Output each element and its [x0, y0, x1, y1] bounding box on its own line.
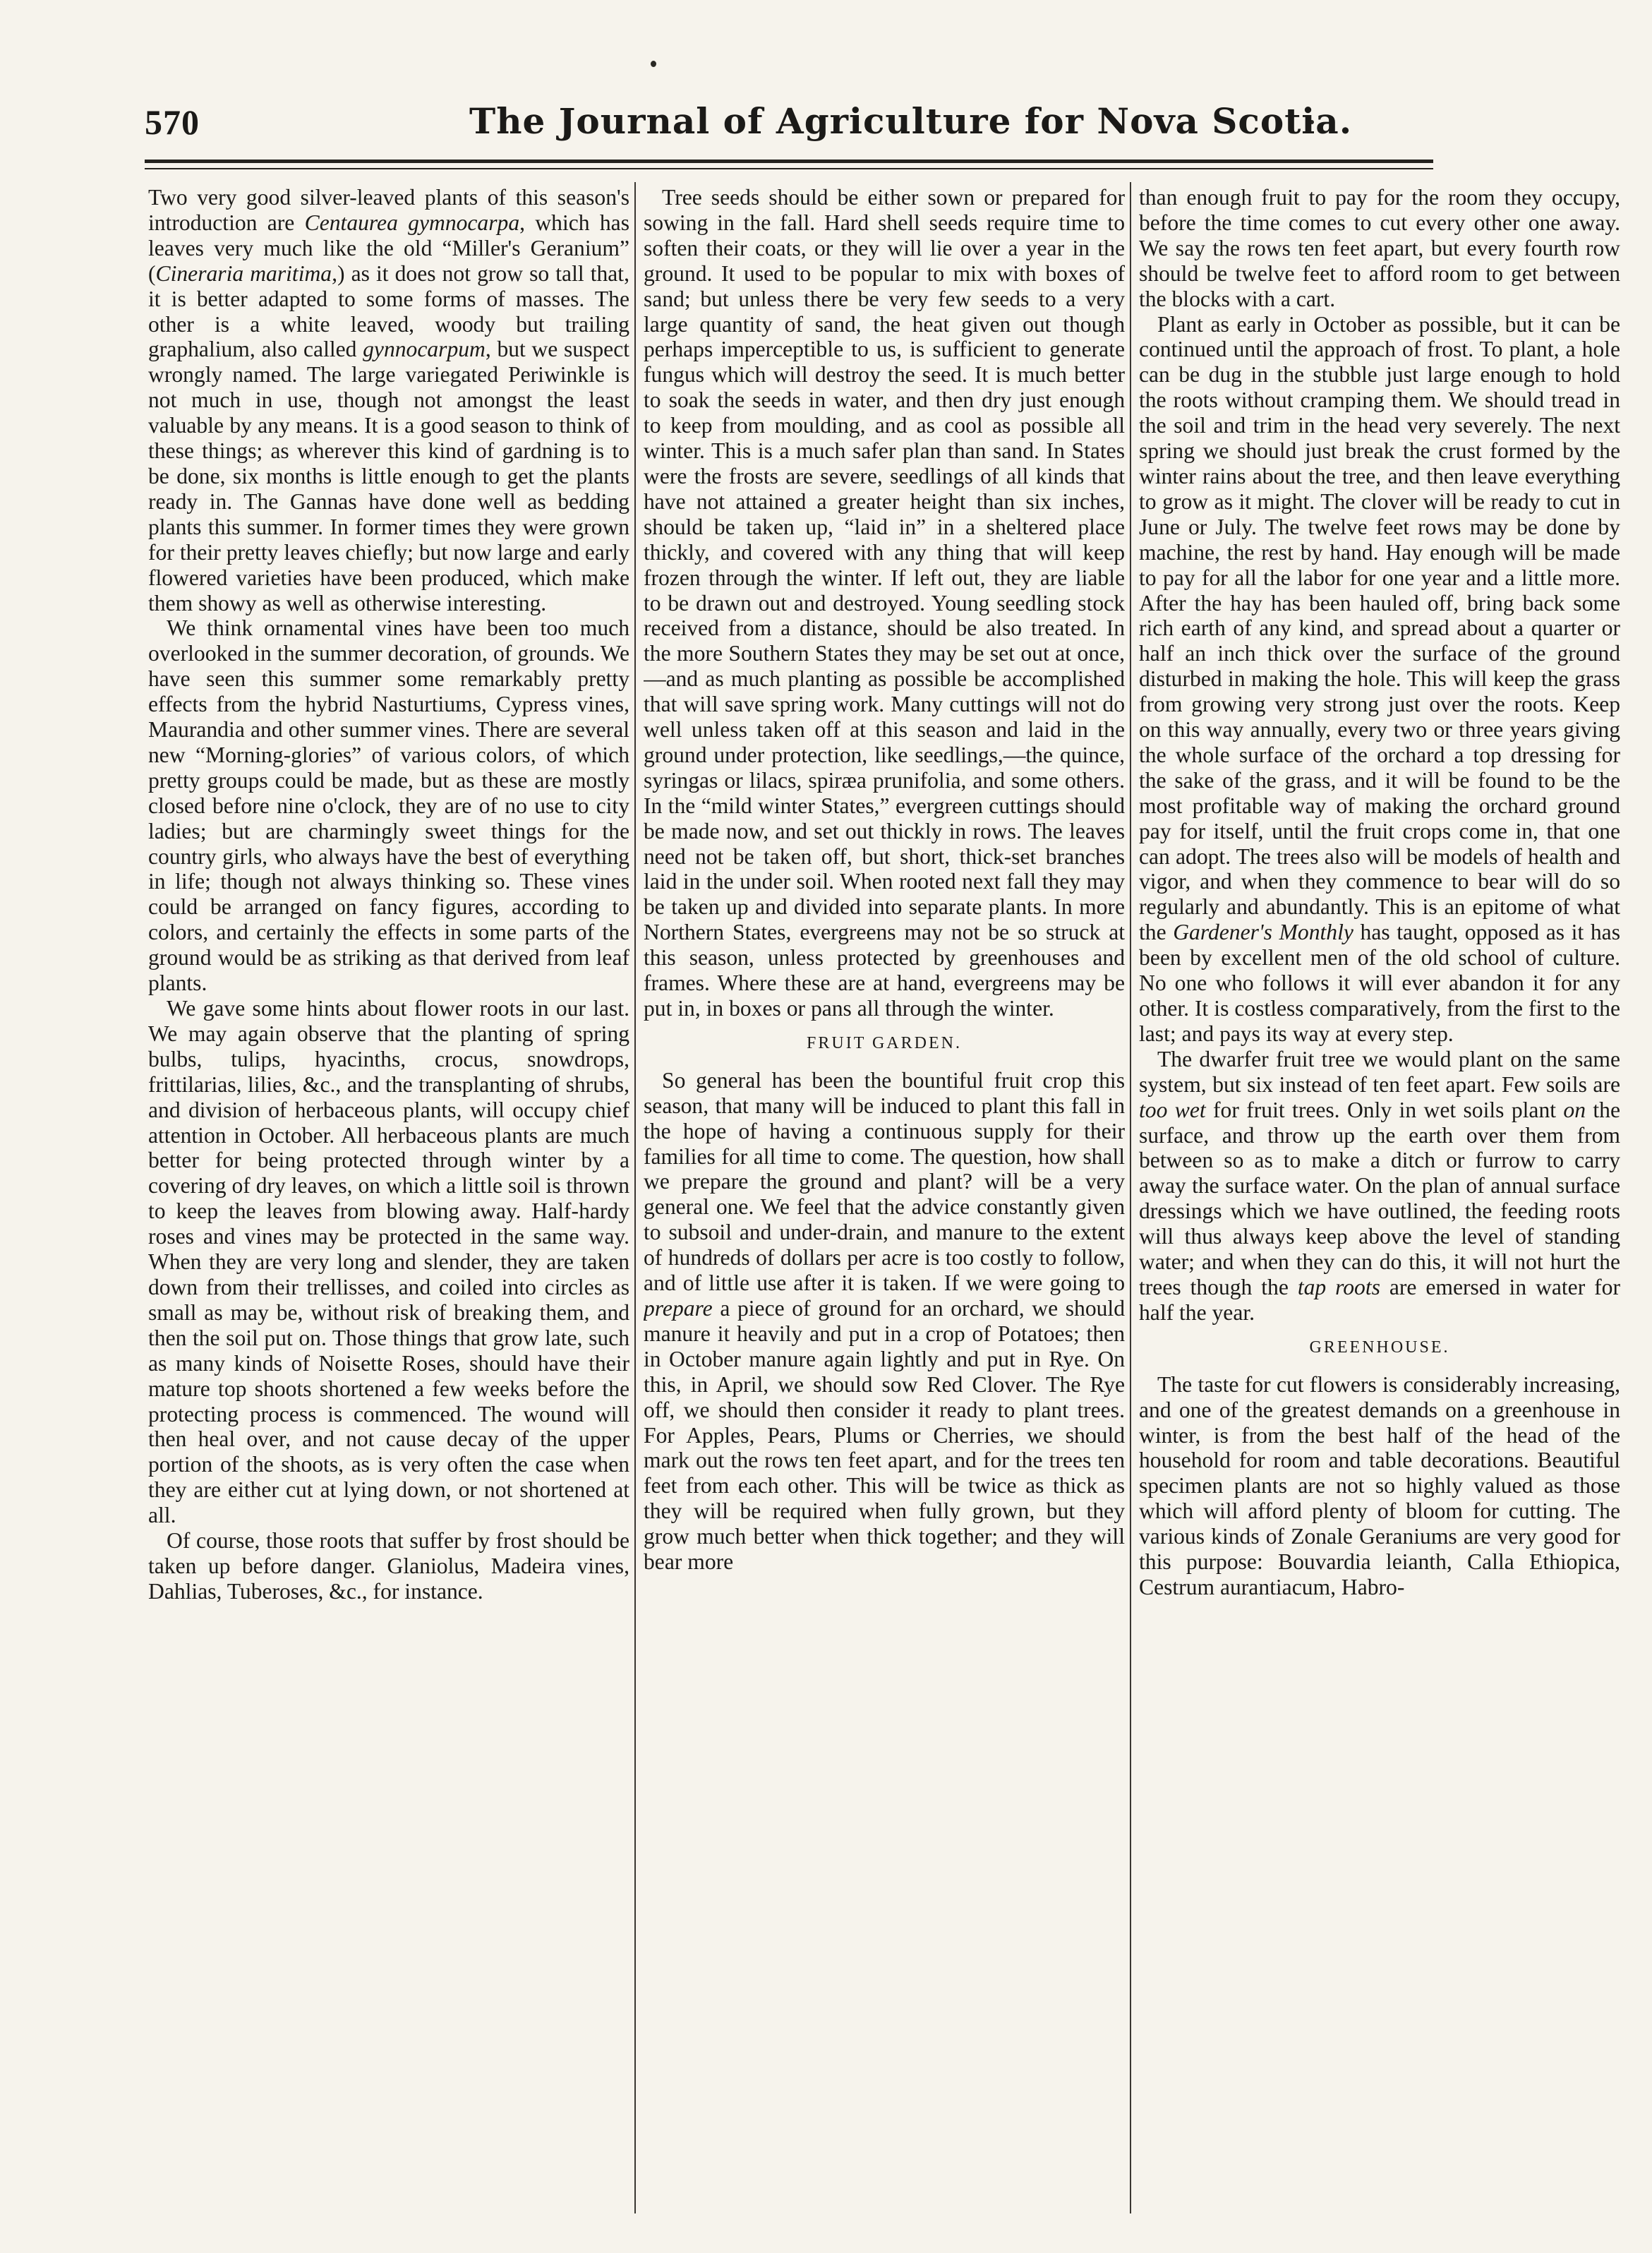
paragraph	[644, 185, 1125, 1021]
text-run: the surface, and throw up the earth over them from between so as to make a ditch or furrow to carry away the surface water. On the plan of annual surface dressings which we have outlined, the feeding roots will thus always keep above the level of standing water; and when they can do this, it will not hurt the trees though the	[1139, 1097, 1620, 1299]
ink-speck	[651, 61, 656, 67]
italic-text: tap roots	[1297, 1274, 1380, 1299]
text-run: than enough fruit to pay for the room they occupy, before the time comes to cut every other one away. We say the rows ten feet apart, but every fourth row should be twelve feet to afford room to get between the blocks with a cart.	[1139, 185, 1620, 311]
text-run: Two very good silver-leaved plants of this season's introduction are	[148, 185, 629, 235]
text-run: We think ornamental vines have been too much overlooked in the summer decoration, of grounds. We have seen this summer some remarkably pretty effects from the hybrid Nasturtiums, Cypress vines, Maurandia and other summer vines. There are several new “Morning-glories” of various colors, of which pretty groups could be made, but as these are mostly closed before nine o'clock, they are of no use to city ladies; but are charmingly sweet things for the country girls, who always have the best of everything in life; though not always thinking so. These vines could be arranged on fancy figures, according to colors, and certainly the effects in some parts of the ground would be as striking as that derived from leaf plants.	[148, 615, 629, 996]
italic-text: Gardener's Monthly	[1173, 920, 1353, 945]
text-run: Plant as early in October as possible, but it can be continued until the approach of frost. To plant, a hole can be dug in the stubble just large enough to hold the roots without cramping them. We should tread in the soil and trim in the head very severely. The next spring we should just break the crust formed by the winter rains about the tree, and then leave everything to grow as it might. The clover will be ready to cut in June or July. The twelve feet rows may be done by machine, the rest by hand. Hay enough will be made to pay for all the labor for one year and a little more. After the hay has been hauled off, bring back some rich earth of any kind, and spread about a quarter or half an inch thick over the surface of the ground disturbed in making the hole. This will keep the grass from growing very strong just over the roots. Keep on this way annually, every two or three years giving the whole surface of the orchard a top dressing for the sake of the grass, and it will be found to be the most profitable way of making the orchard ground pay for itself, until the fruit crops come in, that one can adopt. The trees also will be models of health and vigor, and when they commence to bear will do so regularly and abundantly. This is an epitome of what the	[1139, 311, 1620, 945]
italic-text: on	[1563, 1097, 1586, 1122]
text-run: Of course, those roots that suffer by frost should be taken up before danger. Glaniolus, Madeira vines, Dahlias, Tuberoses, &c., for instance.	[148, 1528, 629, 1604]
section-heading-greenhouse: GREENHOUSE.	[1309, 1338, 1450, 1357]
page-number: 570	[145, 102, 200, 142]
text-run: , which has leaves very much like the old “Miller's Geranium” (	[148, 210, 629, 286]
column-divider	[634, 182, 636, 2213]
running-title: The Journal of Agriculture for Nova Scotia.	[469, 100, 1353, 142]
column-right	[1139, 185, 1620, 2218]
page-header	[145, 97, 1436, 154]
italic-text: Cineraria maritima,	[155, 260, 337, 286]
paragraph	[148, 996, 629, 1528]
paragraph	[148, 615, 629, 996]
italic-text: too wet	[1139, 1097, 1206, 1122]
text-run: So general has been the bountiful fruit crop this season, that many will be induced to plant this fall in the hope of having a continuous supply for their families for all time to come. The question, how shall we prepare the ground and plant? will be a very general one. We feel that the advice constantly given to subsoil and under-drain, and manure to the extent of hundreds of dollars per acre is too costly to follow, and of little use after it is taken. If we were going to	[644, 1067, 1125, 1296]
column-middle	[644, 185, 1125, 2218]
paragraph	[1139, 1372, 1620, 1600]
column-divider	[1130, 182, 1131, 2213]
text-run: The taste for cut flowers is considerably increasing, and one of the greatest demands on a greenhouse in winter, is from the best half of the head of the household for room and table decorations. Beautiful specimen plants are not so highly valued as those which will afford plenty of bloom for cutting. The various kinds of Zonale Geraniums are very good for this purpose: Bouvardia leianth, Calla Ethiopica, Cestrum aurantiacum, Habro-	[1139, 1371, 1620, 1599]
paragraph	[644, 1068, 1125, 1575]
text-run: We gave some hints about flower roots in our last. We may again observe that the planting of spring bulbs, tulips, hyacinths, crocus, snowdrops, frittilarias, lilies, &c., and the transplanting of shrubs, and division of herbaceous plants, will occupy chief attention in October. All herbaceous plants are much better for being protected through winter by a covering of dry leaves, on which a little soil is thrown to keep the leaves from blowing away. Half-hardy roses and vines may be protected in the same way. When they are very long and slender, they are taken down from their trellisses, and coiled into circles as small as may be, without risk of breaking them, and then the soil put on. Those things that grow late, such as many kinds of Noisette Roses, should have their mature top shoots shortened a few weeks before the protecting process is commenced. The wound will then heal over, and not cause decay of the upper portion of the shoots, as is very often the case when they are either cut at lying down, or not shortened at all.	[148, 996, 629, 1528]
text-run: are emersed in water for half the year.	[1139, 1274, 1620, 1325]
header-rule-thin	[145, 168, 1433, 169]
paragraph	[1139, 1047, 1620, 1326]
italic-text: gynnocarpum	[363, 337, 486, 362]
text-run: Tree seeds should be either sown or prepared for sowing in the fall. Hard shell seeds require time to soften their coats, or they will lie over a year in the ground. It used to be popular to mix with boxes of sand; but unless there be very few seeds to a very large quantity of sand, the heat given out though perhaps imperceptible to us, is sufficient to generate fungus which will destroy the seed. It is much better to soak the seeds in water, and then dry just enough to keep from moulding, and as cool as possible all winter. This is a much safer plan than sand. In States were the frosts are severe, seedlings of all kinds that have not attained a greater height than six inches, should be taken up, “laid in” in a sheltered place thickly, and covered with any thing that will keep frozen through the winter. If left out, they are liable to be drawn out and destroyed. Young seedling stock received from a distance, should be also treated. In the more Southern States they may be set out at once,—and as much planting as possible be accomplished that will save spring work. Many cuttings will not do well unless taken off at this season and laid in the ground under protection, like seedlings,—the quince, syringas or lilacs, spiræa prunifolia, and some others. In the “mild winter States,” evergreen cuttings should be made now, and set out thickly in rows. The leaves need not be taken off, but short, thick-set branches laid in the under soil. When rooted next fall they may be taken up and divided into separate plants. In more Northern States, evergreens may not be so struck at this season, unless protected by greenhouses and frames. Where these are at hand, evergreens may be put in, in boxes or pans all through the winter.	[644, 185, 1125, 1021]
paragraph	[148, 185, 629, 615]
text-run: a piece of ground for an orchard, we should manure it heavily and put in a crop of Potatoes; then in October manure again lightly and put in Rye. On this, in April, we should sow Red Clover. The Rye off, we should then consider it ready to plant trees. For Apples, Pears, Plums or Cherries, we should mark out the rows ten feet apart, and for the trees ten feet from each other. This will be twice as thick as they will be required when fully grown, but they grow much better when thick together; and they will bear more	[644, 1295, 1125, 1575]
text-run: , but we suspect wrongly named. The large variegated Periwinkle is not much in use, though not amongst the least valuable by any means. It is a good season to think of these things; as wherever this kind of gardning is to be done, six months is little enough to get the plants ready in. The Gannas have done well as bedding plants this summer. In former times they were grown for their pretty leaves chiefly; but now large and early flowered varieties have been produced, which make them showy as well as otherwise interesting.	[148, 337, 629, 615]
text-run: ) as it does not grow so tall that, it is better adapted to some forms of masses. The other is a white leaved, woody but trailing graphalium, also called	[148, 260, 629, 362]
paragraph	[148, 1528, 629, 1604]
paragraph	[1139, 312, 1620, 1047]
header-rule-thick	[145, 160, 1433, 163]
section-heading-fruit-garden: FRUIT GARDEN.	[807, 1033, 962, 1052]
text-run: has taught, opposed as it has been by excellent men of the old school of culture. No one who follows it will ever abandon it for any other. It is costless comparatively, from the first to the last; and pays its way at every step.	[1139, 920, 1620, 1046]
italic-text: prepare	[644, 1295, 713, 1321]
italic-text: Centaurea gymnocarpa	[304, 210, 520, 235]
paragraph	[1139, 185, 1620, 312]
text-run: for fruit trees. Only in wet soils plant	[1205, 1097, 1564, 1122]
column-left	[148, 185, 629, 2218]
text-run: The dwarfer fruit tree we would plant on the same system, but six instead of ten feet apart. Few soils are	[1139, 1046, 1620, 1097]
